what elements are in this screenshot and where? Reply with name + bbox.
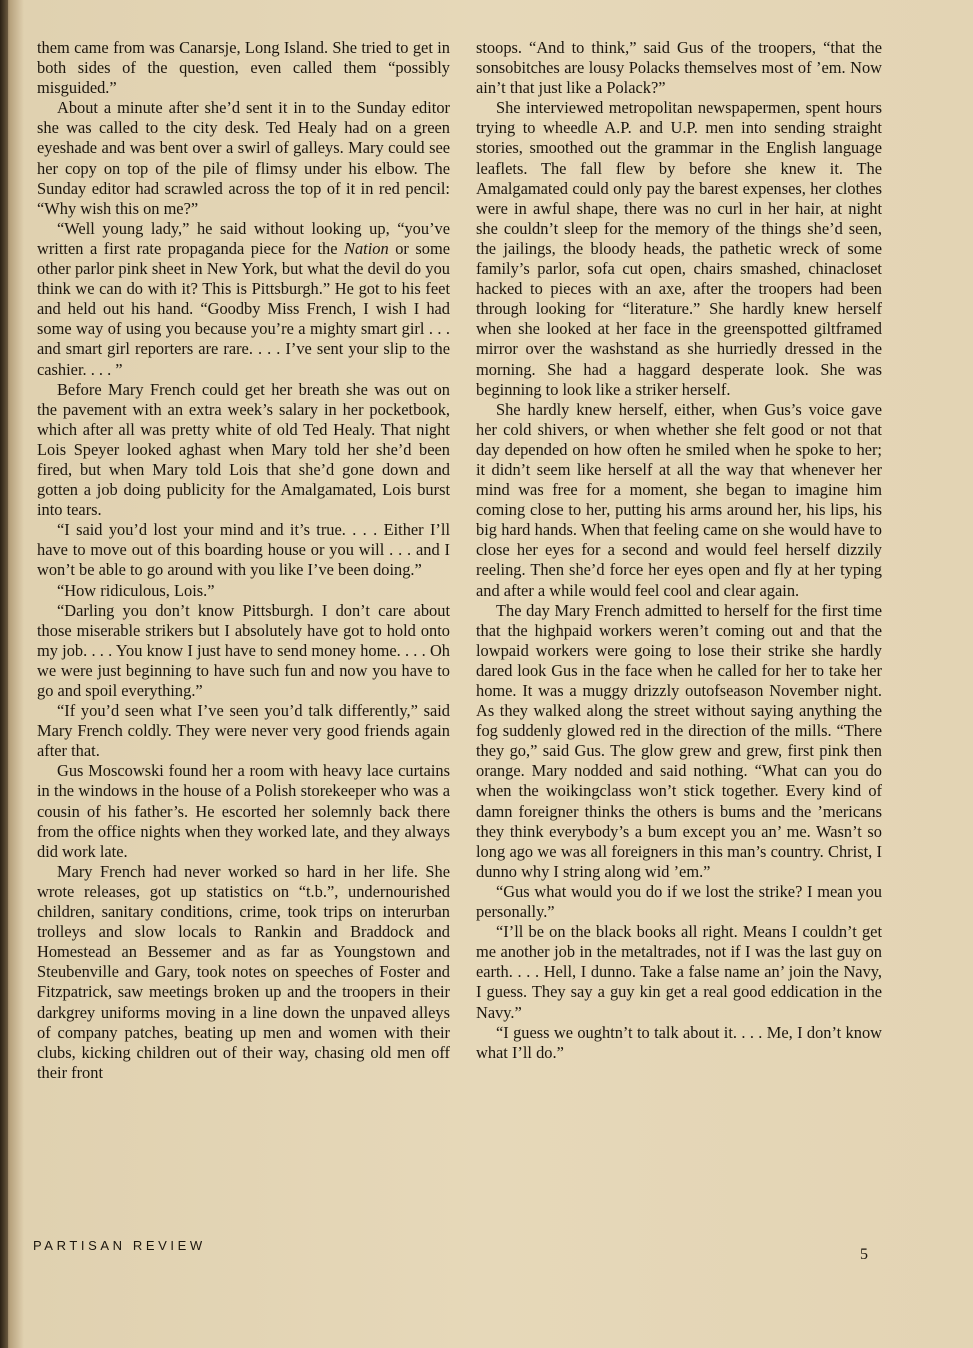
paragraph: Before Mary French could get her breath she was out on the pavement with an extra week’s salary in her pocketbook, which after all was pretty white of old Ted Healy. That night Lois Speyer looked aghast when Mary told her she’d been fired, but when Mary told Lois that she’d gone down and gotten a job doing publicity for the Amalgamated, Lois burst into tears. <box>37 379 450 520</box>
paragraph: “I guess we oughtn’t to talk about it. . . . Me, I don’t know what I’ll do.” <box>476 1022 882 1062</box>
paragraph: The day Mary French admitted to herself for the first time that the highpaid workers weren’t coming out and that the lowpaid workers were going to lose their strike she hardly dared look Gus in the face when he called for her to take her home. It was a muggy drizzly outofseason November night. As they walked along the street without saying anything the fog suddenly glowed red in the direction of the mills. “There they go,” said Gus. The glow grew and grew, first pink then orange. Mary nodded and said nothing. “What can you do when the woikingclass won’t stick together. Every kind of damn foreigner thinks the others is bums and the ’mericans they think everybody’s a bum except you an’ me. Wasn’t so long ago we was all foreigners in this man’s country. Christ, I dunno why I string along wid ’em.” <box>476 600 882 881</box>
paragraph: About a minute after she’d sent it in to the Sunday editor she was called to the city desk. Ted Healy had on a green eyeshade and was bent over a swirl of galleys. Mary could see her copy on top of the pile of flimsy under his elbow. The Sunday editor had scrawled across the top of it in red pencil: “Why wish this on me?” <box>37 98 450 218</box>
page-binding-shadow <box>0 0 8 1348</box>
paragraph: “Darling you don’t know Pittsburgh. I don’t care about those miserable strikers but I absolutely have got to hold onto my job. . . . You know I just have to send money home. . . . Oh we were just beginning to have such fun and now you have to go and spoil everything.” <box>37 600 450 700</box>
paragraph: stoops. “And to think,” said Gus of the troopers, “that the sonsobitches are lousy Polacks themselves most of ’em. Now ain’t that just like a Polack?” <box>476 38 882 98</box>
paragraph: “I’ll be on the black books all right. Means I couldn’t get me another job in the metaltrades, not if I was the last guy on earth. . . . Hell, I dunno. Take a false name an’ join the Navy, I guess. They say a guy kin get a real good eddication in the Navy.” <box>476 922 882 1022</box>
left-text-column <box>37 38 450 1083</box>
paragraph: She hardly knew herself, either, when Gus’s voice gave her cold shivers, or when whether she felt good or not that day depended on how often he smiled when he spoke to her; it didn’t seem like herself at all the way that whenever her mind was free for a moment, she began to imagine him coming close to her, putting his arms around her, his lips, his big hard hands. When that feeling came on she would have to close her eyes for a second and would feel herself dizzily reeling. Then she’d force her eyes open and fly at her typing and after a while would feel cool and clear again. <box>476 399 882 600</box>
paragraph: “Well young lady,” he said without looking up, “you’ve written a first rate propaganda piece for the Nation or some other parlor pink sheet in New York, but what the devil do you think we can do with it? This is Pittsburgh.” He got to his feet and held out his hand. “Goodby Miss French, I wish I had some way of using you because you’re a mighty smart girl . . . and smart girl reporters are rare. . . . I’ve sent your slip to the cashier. . . . ” <box>37 218 450 379</box>
paragraph: “I said you’d lost your mind and it’s true. . . . Either I’ll have to move out of this boarding house or you will . . . and I won’t be able to go around with you like I’ve been doing.” <box>37 520 450 580</box>
page-number: 5 <box>860 1246 868 1263</box>
paragraph: them came from was Canarsje, Long Island. She tried to get in both sides of the question, even called them “possibly misguided.” <box>37 38 450 98</box>
paragraph: Mary French had never worked so hard in her life. She wrote releases, got up statistics on “t.b.”, undernourished children, sanitary conditions, crime, took trips on interurban trolleys and slow locals to Rankin and Braddock and Homestead an Bessemer and as far as Youngstown and Steubenville and Gary, took notes on speeches of Foster and Fitzpatrick, saw meetings broken up and the troopers in their darkgrey uniforms moving in a line down the unpaved alleys of company patches, beating up men and women with their clubs, kicking children out of their way, chasing old men off their front <box>37 861 450 1082</box>
right-text-column <box>476 38 882 1063</box>
paragraph: “Gus what would you do if we lost the strike? I mean you personally.” <box>476 881 882 922</box>
paragraph: “If you’d seen what I’ve seen you’d talk differently,” said Mary French coldly. They were never very good friends again after that. <box>37 701 450 761</box>
paragraph: She interviewed metropolitan newspapermen, spent hours trying to wheedle A.P. and U.P. men into sending straight stories, smoothed out the grammar in the English language leaflets. The fall flew by before she knew it. The Amalgamated could only pay the barest expenses, her clothes were in awful shape, there was no curl in her hair, at night she couldn’t sleep for the memory of the things she’d seen, the jailings, the bloody heads, the pathetic wreck of some family’s parlor, sofa cut open, chairs smashed, chinacloset hacked to pieces with an axe, after the troopers had been through looking for “literature.” She hardly knew herself when she looked at her face in the greenspotted giltframed mirror over the washstand as she hurriedly dressed in the morning. She had a haggard desperate look. She was beginning to look like a striker herself. <box>476 98 882 399</box>
paragraph: Gus Moscowski found her a room with heavy lace curtains in the windows in the house of a Polish storekeeper who was a cousin of his father’s. He escorted her solemnly back there from the office nights when they worked late, and they always did work late. <box>37 761 450 861</box>
magazine-title-footer: PARTISAN REVIEW <box>33 1238 206 1253</box>
paragraph: “How ridiculous, Lois.” <box>57 580 215 600</box>
